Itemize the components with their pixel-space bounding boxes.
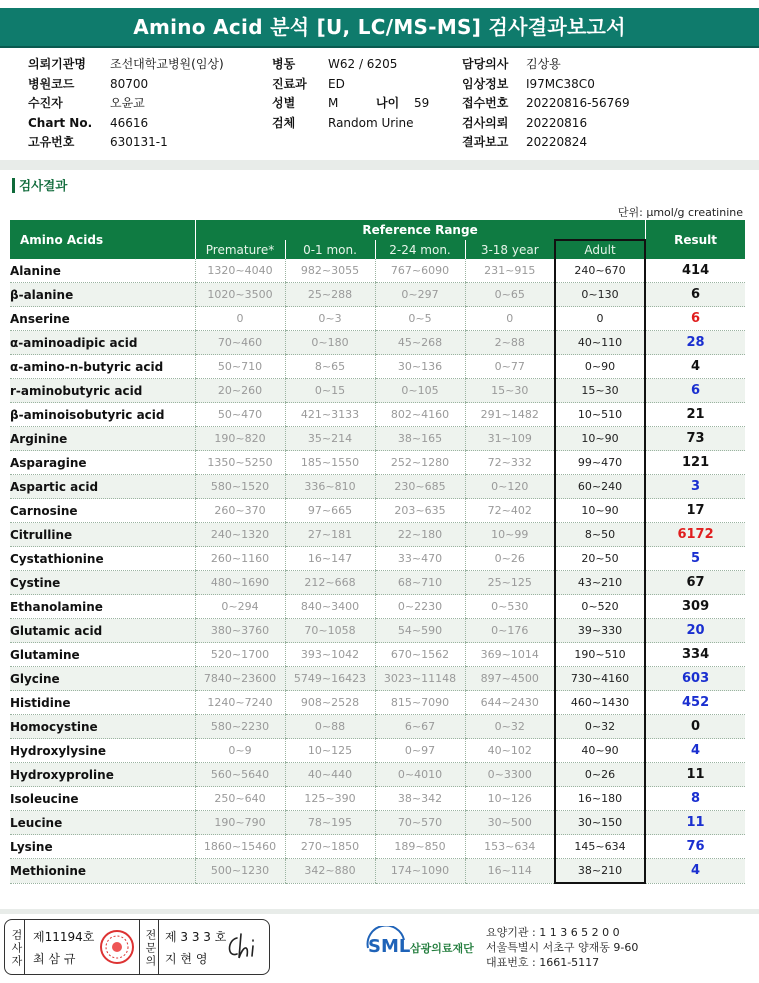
info-row — [28, 114, 224, 134]
reference-range: 0~15 — [285, 379, 375, 403]
reference-range: 1020~3500 — [195, 283, 285, 307]
reference-range: 38~165 — [375, 427, 465, 451]
info-row — [462, 55, 630, 75]
age-label: 나이 — [376, 96, 400, 110]
reference-range: 31~109 — [465, 427, 555, 451]
reference-range: 0~9 — [195, 739, 285, 763]
amino-acid-name: Histidine — [10, 691, 195, 715]
table-row — [10, 427, 745, 451]
amino-acid-name: Leucine — [10, 811, 195, 835]
result-value: 76 — [645, 835, 745, 859]
org-line-1: 요양기관 : 1 1 3 6 5 2 0 0 — [486, 926, 620, 939]
table-row — [10, 379, 745, 403]
reference-range: 25~288 — [285, 283, 375, 307]
reference-range: 421~3133 — [285, 403, 375, 427]
reference-range: 30~500 — [465, 811, 555, 835]
result-value: 21 — [645, 403, 745, 427]
footer-divider — [0, 909, 759, 914]
result-value: 73 — [645, 427, 745, 451]
reference-range: 185~1550 — [285, 451, 375, 475]
unit-label: 단위: μmol/g creatinine — [617, 206, 743, 219]
info-value: 20220824 — [526, 135, 588, 149]
reference-range: 240~1320 — [195, 523, 285, 547]
adult-range: 16~180 — [555, 787, 645, 811]
info-row — [272, 114, 429, 134]
reference-range: 0~4010 — [375, 763, 465, 787]
org-info — [486, 925, 638, 970]
info-label: 검사의뢰 — [462, 115, 509, 130]
reference-range: 190~820 — [195, 427, 285, 451]
reference-range: 336~810 — [285, 475, 375, 499]
reference-range: 203~635 — [375, 499, 465, 523]
info-row — [28, 55, 224, 75]
reference-range: 125~390 — [285, 787, 375, 811]
result-value: 4 — [645, 355, 745, 379]
reference-range: 802~4160 — [375, 403, 465, 427]
info-label: 결과보고 — [462, 135, 509, 149]
adult-range: 60~240 — [555, 475, 645, 499]
reference-range: 189~850 — [375, 835, 465, 859]
result-value: 17 — [645, 499, 745, 523]
result-value: 309 — [645, 595, 745, 619]
result-value: 20 — [645, 619, 745, 643]
table-row — [10, 547, 745, 571]
info-row — [462, 114, 630, 134]
reference-range: 33~470 — [375, 547, 465, 571]
age-value: 59 — [414, 96, 430, 110]
reference-range: 0~297 — [375, 283, 465, 307]
info-label: 담당의사 — [462, 57, 509, 71]
info-row — [462, 75, 630, 95]
table-row — [10, 619, 745, 643]
reference-range: 70~570 — [375, 811, 465, 835]
adult-range: 38~210 — [555, 859, 645, 884]
amino-acid-name: Anserine — [10, 307, 195, 331]
amino-acid-name: Citrulline — [10, 523, 195, 547]
info-value: W62 / 6205 — [328, 57, 398, 71]
reference-range: 78~195 — [285, 811, 375, 835]
reference-range: 174~1090 — [375, 859, 465, 884]
reference-range: 54~590 — [375, 619, 465, 643]
table-row — [10, 787, 745, 811]
info-label: 병동 — [272, 57, 296, 71]
reference-range: 1350~5250 — [195, 451, 285, 475]
reference-range: 0~2230 — [375, 595, 465, 619]
reference-range: 260~370 — [195, 499, 285, 523]
info-label: 고유번호 — [28, 135, 75, 149]
table-row — [10, 403, 745, 427]
table-row — [10, 307, 745, 331]
result-value: 4 — [645, 859, 745, 884]
reference-range: 393~1042 — [285, 643, 375, 667]
info-value: I97MC38C0 — [526, 76, 595, 91]
reference-range: 10~99 — [465, 523, 555, 547]
info-row — [272, 55, 429, 75]
info-value: 조선대학교병원(임상) — [110, 57, 224, 71]
table-row — [10, 499, 745, 523]
result-value: 11 — [645, 763, 745, 787]
reference-range: 0~180 — [285, 331, 375, 355]
info-value: 630131-1 — [110, 135, 168, 149]
reference-range: 6~67 — [375, 715, 465, 739]
reference-range: 22~180 — [375, 523, 465, 547]
amino-acid-name: β-aminoisobutyric acid — [10, 403, 195, 427]
adult-range: 240~670 — [555, 259, 645, 283]
adult-range: 460~1430 — [555, 691, 645, 715]
sml-logo — [366, 926, 484, 968]
amino-acid-name: Aspartic acid — [10, 475, 195, 499]
info-value: Random Urine — [328, 115, 414, 130]
adult-range: 730~4160 — [555, 667, 645, 691]
sml-logo-icon — [366, 926, 484, 964]
adult-range: 20~50 — [555, 547, 645, 571]
adult-range: 145~634 — [555, 835, 645, 859]
amino-acid-name: Glutamine — [10, 643, 195, 667]
reference-range: 27~181 — [285, 523, 375, 547]
reference-range: 231~915 — [465, 259, 555, 283]
info-value: 20220816-56769 — [526, 96, 630, 110]
title-underline — [0, 46, 759, 48]
reference-range: 0~5 — [375, 307, 465, 331]
reference-range: 7840~23600 — [195, 667, 285, 691]
table-row — [10, 667, 745, 691]
reference-range: 8~65 — [285, 355, 375, 379]
amino-acid-name: Glycine — [10, 667, 195, 691]
amino-acid-name: β-alanine — [10, 283, 195, 307]
reference-range: 982~3055 — [285, 259, 375, 283]
reference-range: 35~214 — [285, 427, 375, 451]
table-row — [10, 595, 745, 619]
amino-acid-name: Carnosine — [10, 499, 195, 523]
reference-range: 0~530 — [465, 595, 555, 619]
reference-range: 1320~4040 — [195, 259, 285, 283]
reference-range: 250~640 — [195, 787, 285, 811]
info-value: 80700 — [110, 76, 149, 91]
adult-range: 8~50 — [555, 523, 645, 547]
subheader-1: 0-1 mon. — [285, 240, 375, 259]
reference-range: 252~1280 — [375, 451, 465, 475]
reference-range: 40~440 — [285, 763, 375, 787]
reference-range: 3023~11148 — [375, 667, 465, 691]
examiner-label: 검사자 — [5, 920, 25, 974]
info-value: 20220816 — [526, 115, 588, 130]
org-name: 삼광의료재단 — [410, 942, 474, 955]
info-label: 의뢰기관명 — [28, 57, 86, 71]
result-value: 11 — [645, 811, 745, 835]
amino-acid-name: r-aminobutyric acid — [10, 379, 195, 403]
reference-range: 897~4500 — [465, 667, 555, 691]
result-value: 603 — [645, 667, 745, 691]
reference-range: 2~88 — [465, 331, 555, 355]
reference-range: 0~26 — [465, 547, 555, 571]
reference-range: 20~260 — [195, 379, 285, 403]
reference-range: 580~2230 — [195, 715, 285, 739]
reference-range: 153~634 — [465, 835, 555, 859]
adult-range: 99~470 — [555, 451, 645, 475]
info-label: 수진자 — [28, 96, 63, 110]
info-label: 성별 — [272, 96, 296, 110]
adult-range: 190~510 — [555, 643, 645, 667]
table-row — [10, 571, 745, 595]
reference-range: 0~77 — [465, 355, 555, 379]
header-reference-range: Reference Range — [195, 220, 645, 240]
examiner-license: 제11194호 — [33, 930, 95, 944]
reference-range: 190~790 — [195, 811, 285, 835]
reference-range: 0~105 — [375, 379, 465, 403]
table-row — [10, 475, 745, 499]
amino-acid-name: Ethanolamine — [10, 595, 195, 619]
reference-range: 520~1700 — [195, 643, 285, 667]
reference-range: 68~710 — [375, 571, 465, 595]
table-row — [10, 859, 745, 884]
reference-range: 212~668 — [285, 571, 375, 595]
header-amino-acids: Amino Acids — [10, 220, 195, 259]
result-value: 3 — [645, 475, 745, 499]
org-line-3: 대표번호 : 1661-5117 — [486, 956, 600, 969]
reference-range: 38~342 — [375, 787, 465, 811]
section-title: 검사결과 — [12, 178, 67, 193]
table-row — [10, 259, 745, 283]
reference-range: 342~880 — [285, 859, 375, 884]
reference-range: 580~1520 — [195, 475, 285, 499]
reference-range: 908~2528 — [285, 691, 375, 715]
amino-acid-name: Hydroxyproline — [10, 763, 195, 787]
info-label: Chart No. — [28, 115, 93, 130]
report-title: Amino Acid 분석 [U, LC/MS-MS] 검사결과보고서 — [0, 8, 759, 46]
reference-range: 0~3300 — [465, 763, 555, 787]
results-table — [10, 220, 745, 884]
reference-range: 16~147 — [285, 547, 375, 571]
subheader-0: Premature* — [195, 240, 285, 259]
result-value: 0 — [645, 715, 745, 739]
adult-range: 0~90 — [555, 355, 645, 379]
info-row — [462, 133, 630, 153]
seal-stamp-icon — [99, 928, 135, 966]
info-value: M — [328, 96, 339, 110]
info-row — [28, 75, 224, 95]
reference-range: 380~3760 — [195, 619, 285, 643]
reference-range: 0~65 — [465, 283, 555, 307]
logo-text: SML — [368, 936, 411, 957]
amino-acid-name: Lysine — [10, 835, 195, 859]
reference-range: 369~1014 — [465, 643, 555, 667]
table-row — [10, 835, 745, 859]
result-value: 6 — [645, 307, 745, 331]
info-col-3 — [462, 55, 630, 153]
amino-acid-name: α-amino-n-butyric acid — [10, 355, 195, 379]
reference-range: 25~125 — [465, 571, 555, 595]
reference-range: 644~2430 — [465, 691, 555, 715]
table-row — [10, 331, 745, 355]
reference-range: 50~470 — [195, 403, 285, 427]
reference-range: 0~97 — [375, 739, 465, 763]
subheader-4: Adult — [555, 240, 645, 259]
reference-range: 291~1482 — [465, 403, 555, 427]
result-value: 6172 — [645, 523, 745, 547]
info-label: 병원코드 — [28, 76, 75, 91]
table-row — [10, 715, 745, 739]
amino-acid-name: Homocystine — [10, 715, 195, 739]
reference-range: 50~710 — [195, 355, 285, 379]
info-value: 오윤교 — [110, 96, 145, 110]
result-value: 8 — [645, 787, 745, 811]
reference-range: 45~268 — [375, 331, 465, 355]
info-value: 46616 — [110, 115, 149, 130]
adult-range: 40~90 — [555, 739, 645, 763]
table-row — [10, 523, 745, 547]
info-value: ED — [328, 76, 345, 91]
reference-range: 0~176 — [465, 619, 555, 643]
amino-acid-name: Alanine — [10, 259, 195, 283]
signature-icon — [223, 930, 263, 964]
reference-range: 40~102 — [465, 739, 555, 763]
table-row — [10, 763, 745, 787]
doctor-license: 제 3 3 3 호 — [165, 930, 227, 944]
adult-range: 30~150 — [555, 811, 645, 835]
amino-acid-name: Isoleucine — [10, 787, 195, 811]
reference-range: 0~294 — [195, 595, 285, 619]
info-label: 접수번호 — [462, 96, 509, 110]
adult-range: 0~130 — [555, 283, 645, 307]
reference-range: 0~120 — [465, 475, 555, 499]
reference-range: 5749~16423 — [285, 667, 375, 691]
info-row — [272, 94, 429, 114]
adult-range: 40~110 — [555, 331, 645, 355]
reference-range: 270~1850 — [285, 835, 375, 859]
amino-acid-name: Glutamic acid — [10, 619, 195, 643]
info-row — [28, 94, 224, 114]
result-value: 4 — [645, 739, 745, 763]
reference-range: 1240~7240 — [195, 691, 285, 715]
reference-range: 30~136 — [375, 355, 465, 379]
doctor-label: 전문의 — [139, 920, 159, 974]
subheader-3: 3-18 year — [465, 240, 555, 259]
result-value: 6 — [645, 283, 745, 307]
reference-range: 70~1058 — [285, 619, 375, 643]
table-row — [10, 643, 745, 667]
reference-range: 500~1230 — [195, 859, 285, 884]
info-col-1 — [28, 55, 224, 153]
doctor-name: 지 현 영 — [165, 952, 208, 966]
reference-range: 16~114 — [465, 859, 555, 884]
amino-acid-name: Methionine — [10, 859, 195, 884]
reference-range: 72~332 — [465, 451, 555, 475]
table-row — [10, 739, 745, 763]
reference-range: 230~685 — [375, 475, 465, 499]
table-row — [10, 355, 745, 379]
info-value: 김상용 — [526, 57, 561, 71]
result-value: 67 — [645, 571, 745, 595]
reference-range: 15~30 — [465, 379, 555, 403]
result-value: 6 — [645, 379, 745, 403]
adult-range: 0~32 — [555, 715, 645, 739]
reference-range: 0~3 — [285, 307, 375, 331]
table-row — [10, 811, 745, 835]
table-row — [10, 283, 745, 307]
amino-acid-name: Asparagine — [10, 451, 195, 475]
info-row — [28, 133, 224, 153]
result-value: 414 — [645, 259, 745, 283]
reference-range: 0 — [465, 307, 555, 331]
reference-range: 260~1160 — [195, 547, 285, 571]
adult-range: 10~90 — [555, 499, 645, 523]
org-line-2: 서울특별시 서초구 양재동 9-60 — [486, 941, 639, 954]
result-value: 452 — [645, 691, 745, 715]
reference-range: 0 — [195, 307, 285, 331]
amino-acid-name: Cystine — [10, 571, 195, 595]
adult-range: 0 — [555, 307, 645, 331]
amino-acid-name: Cystathionine — [10, 547, 195, 571]
result-value: 334 — [645, 643, 745, 667]
reference-range: 0~32 — [465, 715, 555, 739]
reference-range: 72~402 — [465, 499, 555, 523]
adult-range: 43~210 — [555, 571, 645, 595]
info-label: 검체 — [272, 115, 296, 130]
reference-range: 0~88 — [285, 715, 375, 739]
info-label: 임상정보 — [462, 76, 509, 91]
info-row — [272, 75, 429, 95]
info-label: 진료과 — [272, 76, 307, 91]
adult-range: 0~26 — [555, 763, 645, 787]
amino-acid-name: α-aminoadipic acid — [10, 331, 195, 355]
subheader-2: 2-24 mon. — [375, 240, 465, 259]
result-value: 28 — [645, 331, 745, 355]
reference-range: 767~6090 — [375, 259, 465, 283]
adult-range: 10~90 — [555, 427, 645, 451]
signature-box — [4, 919, 270, 975]
reference-range: 560~5640 — [195, 763, 285, 787]
section-divider — [0, 160, 759, 170]
info-col-2 — [272, 55, 429, 133]
result-value: 5 — [645, 547, 745, 571]
reference-range: 840~3400 — [285, 595, 375, 619]
reference-range: 10~126 — [465, 787, 555, 811]
reference-range: 97~665 — [285, 499, 375, 523]
examiner-name: 최 삼 규 — [33, 952, 76, 966]
amino-acid-name: Hydroxylysine — [10, 739, 195, 763]
reference-range: 10~125 — [285, 739, 375, 763]
reference-range: 815~7090 — [375, 691, 465, 715]
reference-range: 70~460 — [195, 331, 285, 355]
adult-range: 0~520 — [555, 595, 645, 619]
reference-range: 670~1562 — [375, 643, 465, 667]
adult-range: 15~30 — [555, 379, 645, 403]
adult-range: 39~330 — [555, 619, 645, 643]
adult-range: 10~510 — [555, 403, 645, 427]
info-row — [462, 94, 630, 114]
header-result: Result — [645, 220, 745, 259]
reference-range: 1860~15460 — [195, 835, 285, 859]
amino-acid-name: Arginine — [10, 427, 195, 451]
table-row — [10, 451, 745, 475]
table-row — [10, 691, 745, 715]
reference-range: 480~1690 — [195, 571, 285, 595]
result-value: 121 — [645, 451, 745, 475]
